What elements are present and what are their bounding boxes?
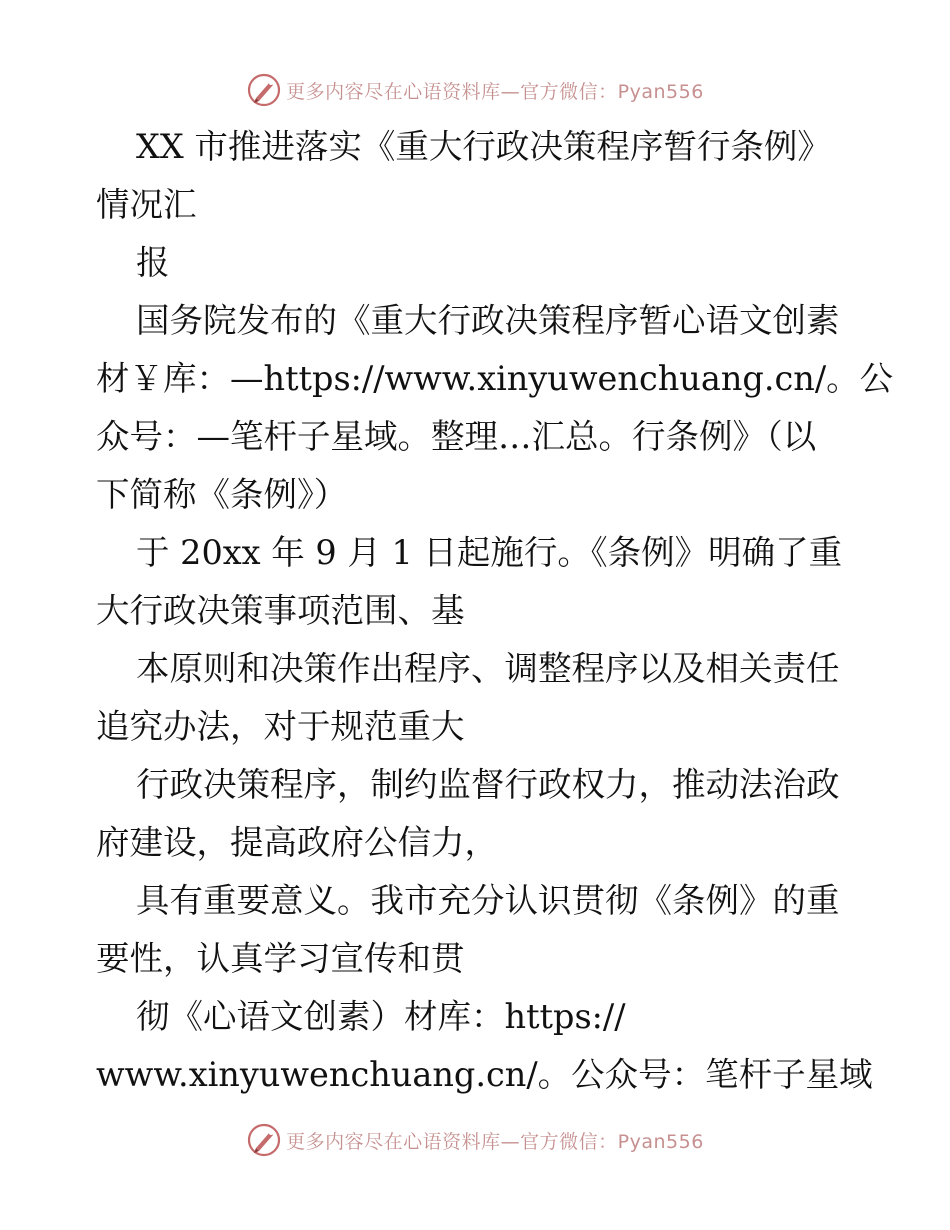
header-banner-text: 更多内容尽在心语资料库—官方微信：Pyan556 xyxy=(286,80,704,103)
document-line: 国务院发布的《重大行政决策程序暂心语文创素 xyxy=(136,301,840,340)
document-line: 具有重要意义。我市充分认识贯彻《条例》的重 xyxy=(136,881,840,920)
document-line: 众号：—笔杆子星域。整理…汇总。行条例》（以 xyxy=(96,417,817,456)
document-body xyxy=(96,118,894,1104)
document-line: 要性，认真学习宣传和贯 xyxy=(96,939,465,978)
document-line: 下简称《条例》） xyxy=(96,475,348,514)
document-line: 情况汇 xyxy=(96,185,197,224)
document-line: XX 市推进落实《重大行政决策程序暂行条例》 xyxy=(136,127,831,166)
footer-banner-text: 更多内容尽在心语资料库—官方微信：Pyan556 xyxy=(286,1130,704,1153)
document-line: 本原则和决策作出程序、调整程序以及相关责任 xyxy=(136,649,840,688)
document-line: 大行政决策事项范围、基 xyxy=(96,591,465,630)
document-line: 追究办法，对于规范重大 xyxy=(96,707,465,746)
document-line: 行政决策程序，制约监督行政权力，推动法治政 xyxy=(136,765,840,804)
document-line: 府建设，提高政府公信力， xyxy=(96,823,498,862)
document-line: 材￥库：—https://www.xinyuwenchuang.cn/。公 xyxy=(96,359,894,398)
footer-banner xyxy=(0,1120,950,1160)
pen-logo-icon xyxy=(246,1122,282,1158)
document-line: 于 20xx 年 9 月 1 日起施行。《条例》明确了重 xyxy=(136,533,843,572)
document-line: 报 xyxy=(136,243,170,282)
pen-logo-icon xyxy=(246,72,282,108)
document-line: www.xinyuwenchuang.cn/。公众号：笔杆子星域 xyxy=(96,1055,873,1094)
document-line: 彻《心语文创素）材库：https:// xyxy=(136,997,626,1036)
header-banner xyxy=(0,70,950,110)
